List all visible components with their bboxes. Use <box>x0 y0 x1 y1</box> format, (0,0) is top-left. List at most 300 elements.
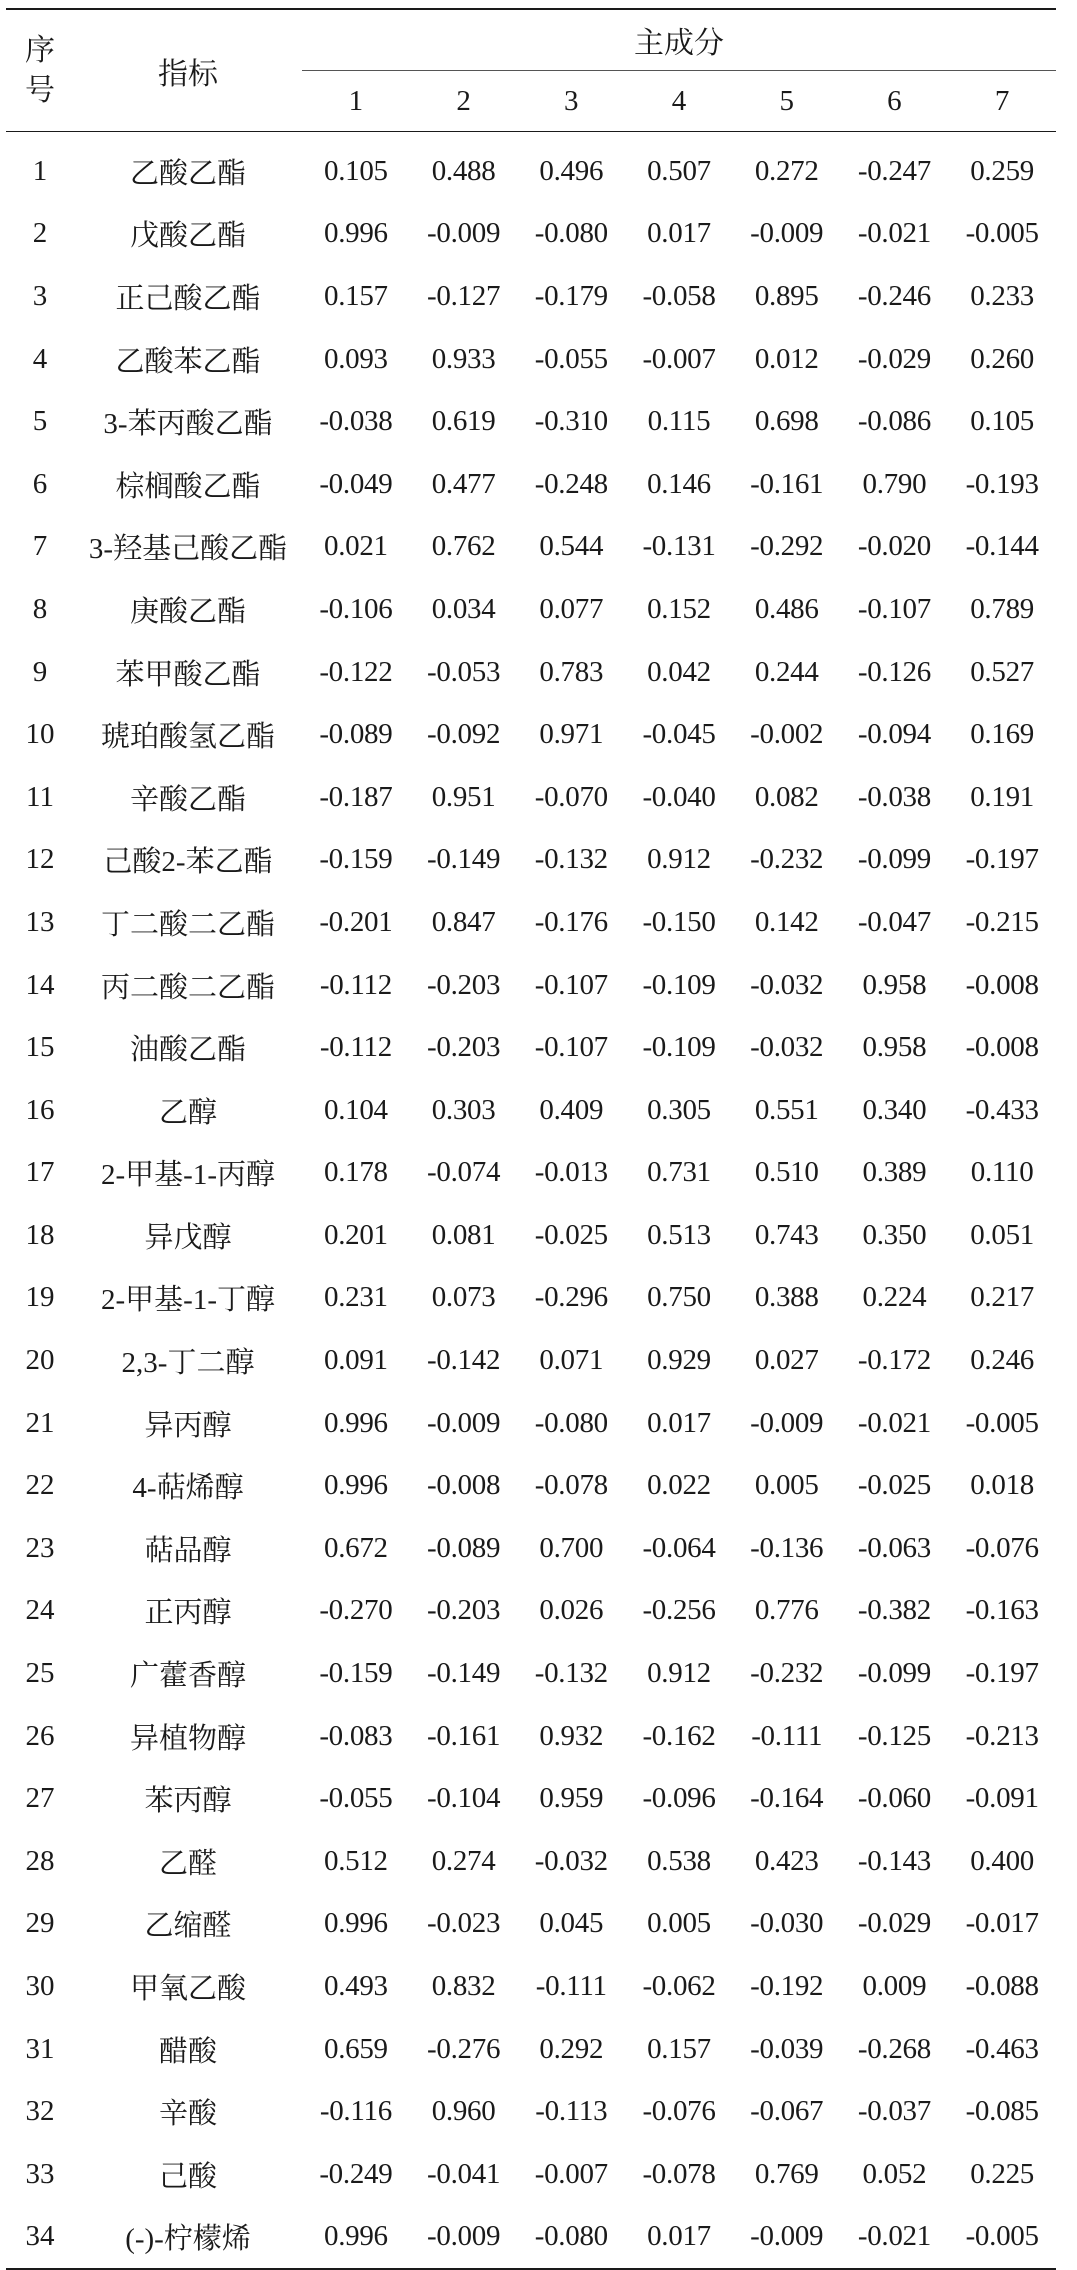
loading-value-pc4: 0.017 <box>647 1406 711 1439</box>
loading-value-pc3: -0.080 <box>517 2206 625 2270</box>
loading-value-pc1: 0.996 <box>324 1469 388 1502</box>
loading-value-pc1: 0.178 <box>324 1156 388 1189</box>
loading-value-pc1: 0.093 <box>324 342 388 375</box>
loading-value-pc7: -0.197 <box>965 1657 1039 1690</box>
loading-value-pc4: -0.078 <box>642 2157 716 2190</box>
loading-value-pc7: -0.005 <box>965 217 1039 250</box>
component-header-4: 4 <box>625 71 733 132</box>
row-index: 18 <box>25 1218 55 1251</box>
table-row <box>6 1830 1056 1893</box>
loading-value-pc4: -0.256 <box>642 1594 716 1627</box>
loading-value-pc1: 0.201 <box>324 1218 388 1251</box>
loading-value-pc1: -0.270 <box>319 1594 393 1627</box>
loading-value-pc1: 0.996 <box>302 2206 410 2270</box>
loading-value-pc7: 0.110 <box>970 1156 1034 1189</box>
row-index: 13 <box>25 905 55 938</box>
loading-value-pc2: 0.933 <box>431 342 496 375</box>
loading-value-pc3: -0.007 <box>534 2157 608 2190</box>
loading-value-pc2: -0.089 <box>427 1531 501 1564</box>
principal-component-loading-table <box>6 8 1056 2270</box>
table-row <box>6 954 1056 1017</box>
loading-value-pc4: -0.007 <box>642 342 716 375</box>
loading-value-pc1: 0.105 <box>324 154 388 187</box>
loading-value-pc5: -0.032 <box>750 1031 824 1064</box>
row-index: 34 <box>6 2206 74 2270</box>
loading-value-pc1: -0.055 <box>319 1782 393 1815</box>
table-row <box>6 132 1056 203</box>
indicator-name: 萜品醇 <box>144 1534 232 1567</box>
loading-value-pc6: -0.021 <box>857 1406 931 1439</box>
loading-value-pc5: 0.027 <box>754 1344 819 1377</box>
loading-value-pc2: -0.203 <box>427 1031 501 1064</box>
table-row <box>6 891 1056 954</box>
loading-value-pc2: 0.303 <box>431 1093 496 1126</box>
indicator-name: 己酸2-苯乙酯 <box>103 846 273 879</box>
table-row <box>6 829 1056 892</box>
indicator-name: 正己酸乙酯 <box>115 282 261 315</box>
loading-value-pc2: -0.008 <box>427 1469 501 1502</box>
table-row <box>6 390 1056 453</box>
indicator-name: 戊酸乙酯 <box>130 220 247 253</box>
loading-value-pc5: 0.388 <box>754 1281 819 1314</box>
loading-value-pc5: 0.423 <box>754 1844 819 1877</box>
loading-value-pc1: 0.493 <box>324 1970 388 2003</box>
table-header <box>6 9 1056 132</box>
loading-value-pc4: 0.022 <box>647 1469 711 1502</box>
row-index: 32 <box>25 2095 55 2128</box>
loading-value-pc5: 0.895 <box>754 279 819 312</box>
loading-value-pc1: 0.157 <box>324 279 388 312</box>
loading-value-pc6: -0.021 <box>857 217 931 250</box>
loading-value-pc7: 0.400 <box>970 1844 1034 1877</box>
row-index: 4 <box>32 342 48 375</box>
loading-value-pc3: 0.071 <box>539 1344 604 1377</box>
table-row <box>6 2018 1056 2081</box>
loading-value-pc7: 0.233 <box>970 279 1034 312</box>
loading-value-pc1: -0.089 <box>319 718 393 751</box>
loading-value-pc2: 0.477 <box>431 467 496 500</box>
row-index: 5 <box>32 405 48 438</box>
loading-value-pc7: 0.051 <box>970 1218 1034 1251</box>
loading-value-pc3: -0.113 <box>535 2095 608 2128</box>
loading-value-pc1: -0.116 <box>319 2095 392 2128</box>
loading-value-pc6: -0.063 <box>857 1531 931 1564</box>
row-index: 14 <box>25 968 55 1001</box>
loading-value-pc3: -0.248 <box>534 467 608 500</box>
indicator-name: 庚酸乙酯 <box>130 595 247 628</box>
loading-value-pc7: -0.197 <box>965 843 1039 876</box>
loading-value-pc6: -0.172 <box>857 1344 931 1377</box>
loading-value-pc1: -0.201 <box>319 905 393 938</box>
loading-value-pc5: -0.039 <box>750 2032 824 2065</box>
loading-value-pc6: -0.094 <box>857 718 931 751</box>
loading-value-pc2: 0.274 <box>431 1844 496 1877</box>
loading-value-pc4: 0.912 <box>647 843 711 876</box>
loading-value-pc1: -0.112 <box>319 1031 392 1064</box>
loading-value-pc5: 0.244 <box>754 655 819 688</box>
loading-value-pc7: -0.144 <box>965 530 1039 563</box>
indicator-name: 异戊醇 <box>144 1221 232 1254</box>
loading-value-pc3: -0.080 <box>534 217 608 250</box>
loading-value-pc3: -0.107 <box>534 968 608 1001</box>
row-index: 11 <box>26 780 54 813</box>
loading-value-pc4: 0.005 <box>647 1907 711 1940</box>
row-index: 1 <box>32 154 48 187</box>
indicator-name: 乙酸乙酯 <box>130 157 247 190</box>
indicator-name: 乙醛 <box>159 1847 218 1880</box>
indicator-name: 丁二酸二乙酯 <box>101 908 276 941</box>
indicator-name: 苯丙醇 <box>144 1785 232 1818</box>
table-row <box>6 703 1056 766</box>
loading-value-pc4: -0.150 <box>642 905 716 938</box>
indicator-name: 苯甲酸乙酯 <box>115 658 261 691</box>
loading-value-pc7: 0.105 <box>970 405 1034 438</box>
loading-value-pc5: 0.005 <box>754 1469 819 1502</box>
loading-value-pc4: 0.152 <box>647 592 711 625</box>
indicator-name: 正丙醇 <box>144 1597 232 1630</box>
loading-value-pc5: 0.142 <box>754 905 819 938</box>
loading-value-pc6: -0.047 <box>857 905 931 938</box>
indicator-name: 棕榈酸乙酯 <box>115 470 261 503</box>
loading-value-pc5: -0.009 <box>733 2206 841 2270</box>
loading-value-pc6: 0.389 <box>862 1156 927 1189</box>
table-row <box>6 1893 1056 1956</box>
loading-value-pc3: -0.070 <box>534 780 608 813</box>
loading-value-pc2: 0.488 <box>431 154 496 187</box>
loading-value-pc6: -0.125 <box>857 1719 931 1752</box>
loading-value-pc4: 0.146 <box>647 467 711 500</box>
loading-value-pc6: 0.790 <box>862 467 927 500</box>
loading-value-pc4: -0.162 <box>642 1719 716 1752</box>
loading-value-pc3: -0.176 <box>534 905 608 938</box>
loading-value-pc7: 0.018 <box>970 1469 1034 1502</box>
row-index: 12 <box>25 843 55 876</box>
loading-value-pc5: 0.012 <box>754 342 819 375</box>
loading-value-pc3: -0.080 <box>534 1406 608 1439</box>
indicator-column-header: 指标 <box>74 9 302 132</box>
loading-value-pc5: 0.486 <box>754 592 819 625</box>
loading-value-pc7: -0.213 <box>965 1719 1039 1752</box>
loading-value-pc3: -0.013 <box>534 1156 608 1189</box>
loading-value-pc3: -0.107 <box>534 1031 608 1064</box>
loading-value-pc7: -0.463 <box>965 2032 1039 2065</box>
loading-value-pc2: -0.276 <box>427 2032 501 2065</box>
loading-value-pc6: -0.246 <box>857 279 931 312</box>
indicator-name: 己酸 <box>159 2160 218 2193</box>
loading-value-pc7: -0.076 <box>965 1531 1039 1564</box>
loading-value-pc4: -0.109 <box>642 968 716 1001</box>
loading-value-pc5: 0.272 <box>754 154 819 187</box>
loading-value-pc5: 0.776 <box>754 1594 819 1627</box>
row-index: 3 <box>32 279 48 312</box>
loading-value-pc2: 0.081 <box>431 1218 496 1251</box>
row-index: 28 <box>25 1844 55 1877</box>
loading-value-pc5: -0.067 <box>750 2095 824 2128</box>
indicator-name: 乙缩醛 <box>144 1910 232 1943</box>
row-index: 22 <box>25 1469 55 1502</box>
loading-value-pc4: -0.045 <box>642 718 716 751</box>
loading-value-pc1: -0.187 <box>319 780 393 813</box>
loading-value-pc3: 0.971 <box>539 718 604 751</box>
table-row <box>6 1204 1056 1267</box>
loading-value-pc1: -0.122 <box>319 655 393 688</box>
table-row <box>6 1079 1056 1142</box>
loading-value-pc2: 0.960 <box>431 2095 496 2128</box>
loading-value-pc1: 0.021 <box>324 530 388 563</box>
loading-value-pc3: -0.296 <box>534 1281 608 1314</box>
table-row <box>6 1642 1056 1705</box>
loading-value-pc2: 0.762 <box>431 530 496 563</box>
component-header-5: 5 <box>733 71 841 132</box>
loading-value-pc2: -0.041 <box>427 2157 501 2190</box>
row-index: 21 <box>25 1406 55 1439</box>
table-row <box>6 265 1056 328</box>
loading-value-pc2: -0.104 <box>427 1782 501 1815</box>
table-row <box>6 1454 1056 1517</box>
loading-value-pc3: -0.025 <box>534 1218 608 1251</box>
loading-value-pc3: 0.077 <box>539 592 604 625</box>
loading-value-pc3: 0.959 <box>539 1782 604 1815</box>
loading-value-pc6: 0.350 <box>862 1218 927 1251</box>
loading-value-pc3: 0.700 <box>539 1531 604 1564</box>
loading-value-pc7: 0.246 <box>970 1344 1034 1377</box>
loading-value-pc4: 0.115 <box>647 405 711 438</box>
loading-value-pc6: -0.020 <box>857 530 931 563</box>
loading-value-pc1: 0.996 <box>324 1907 388 1940</box>
loading-value-pc2: -0.127 <box>427 279 501 312</box>
loading-value-pc5: 0.551 <box>754 1093 819 1126</box>
component-header-6: 6 <box>841 71 949 132</box>
indicator-name: 广藿香醇 <box>130 1660 247 1693</box>
indicator-name: 丙二酸二乙酯 <box>101 971 276 1004</box>
loading-value-pc6: 0.224 <box>862 1281 927 1314</box>
loading-value-pc7: 0.191 <box>970 780 1034 813</box>
loading-value-pc7: 0.225 <box>970 2157 1034 2190</box>
loading-value-pc1: 0.996 <box>324 1406 388 1439</box>
loading-value-pc5: -0.111 <box>751 1719 823 1752</box>
table-row <box>6 1392 1056 1455</box>
loading-value-pc5: -0.161 <box>750 467 824 500</box>
indicator-name: 油酸乙酯 <box>130 1034 247 1067</box>
loading-value-pc3: 0.783 <box>539 655 604 688</box>
loading-value-pc4: -0.096 <box>642 1782 716 1815</box>
loading-value-pc6: -0.021 <box>841 2206 949 2270</box>
indicator-name: 异植物醇 <box>130 1722 247 1755</box>
loading-value-pc6: -0.099 <box>857 1657 931 1690</box>
loading-value-pc5: -0.030 <box>750 1907 824 1940</box>
loading-value-pc1: -0.159 <box>319 1657 393 1690</box>
loading-value-pc6: -0.099 <box>857 843 931 876</box>
loading-value-pc6: 0.958 <box>862 1031 927 1064</box>
loading-value-pc2: -0.092 <box>427 718 501 751</box>
loading-value-pc4: 0.513 <box>647 1218 711 1251</box>
component-header-7: 7 <box>948 71 1056 132</box>
table-row <box>6 2143 1056 2206</box>
loading-value-pc4: 0.157 <box>647 2032 711 2065</box>
indicator-name: 4-萜烯醇 <box>132 1472 244 1505</box>
loading-value-pc6: -0.382 <box>857 1594 931 1627</box>
table-row <box>6 1767 1056 1830</box>
indicator-name: 甲氧乙酸 <box>130 1973 247 2006</box>
loading-value-pc6: -0.037 <box>857 2095 931 2128</box>
loading-value-pc6: -0.025 <box>857 1469 931 1502</box>
row-index: 16 <box>25 1093 55 1126</box>
index-header-text: 序号 <box>25 33 55 107</box>
table-row <box>6 1329 1056 1392</box>
row-index: 26 <box>25 1719 55 1752</box>
loading-value-pc7: 0.169 <box>970 718 1034 751</box>
loading-value-pc3: 0.026 <box>539 1594 604 1627</box>
loading-value-pc7: 0.260 <box>970 342 1034 375</box>
loading-value-pc1: -0.159 <box>319 843 393 876</box>
loading-value-pc2: -0.009 <box>410 2206 518 2270</box>
loading-value-pc7: -0.008 <box>965 1031 1039 1064</box>
loading-value-pc4: 0.042 <box>647 655 711 688</box>
loading-value-pc7: 0.789 <box>970 592 1034 625</box>
loading-value-pc7: -0.215 <box>965 905 1039 938</box>
loading-value-pc4: 0.538 <box>647 1844 711 1877</box>
loading-value-pc2: -0.149 <box>427 843 501 876</box>
table-row <box>6 203 1056 266</box>
loading-value-pc2: 0.847 <box>431 905 496 938</box>
loading-value-pc4: 0.017 <box>625 2206 733 2270</box>
loading-value-pc1: 0.104 <box>324 1093 388 1126</box>
table-row <box>6 453 1056 516</box>
loading-value-pc4: 0.507 <box>647 154 711 187</box>
row-index: 2 <box>32 217 48 250</box>
indicator-name: 醋酸 <box>159 2035 218 2068</box>
loading-value-pc3: -0.310 <box>534 405 608 438</box>
loading-value-pc3: -0.132 <box>534 1657 608 1690</box>
loading-value-pc5: 0.082 <box>754 780 819 813</box>
indicator-name: 辛酸乙酯 <box>130 783 247 816</box>
loading-value-pc3: 0.496 <box>539 154 604 187</box>
loading-value-pc5: -0.032 <box>750 968 824 1001</box>
loading-value-pc2: -0.074 <box>427 1156 501 1189</box>
loading-value-pc5: 0.510 <box>754 1156 819 1189</box>
loading-value-pc6: -0.126 <box>857 655 931 688</box>
loading-value-pc5: -0.009 <box>750 217 824 250</box>
loading-value-pc5: -0.164 <box>750 1782 824 1815</box>
loading-value-pc3: -0.055 <box>534 342 608 375</box>
loading-value-pc1: 0.996 <box>324 217 388 250</box>
loading-value-pc1: -0.038 <box>319 405 393 438</box>
row-index: 6 <box>32 467 48 500</box>
row-index: 33 <box>25 2157 55 2190</box>
loading-value-pc4: -0.040 <box>642 780 716 813</box>
loading-value-pc3: 0.045 <box>539 1907 604 1940</box>
loading-value-pc4: -0.131 <box>642 530 716 563</box>
index-column-header <box>6 9 74 132</box>
loading-value-pc2: -0.009 <box>427 217 501 250</box>
loading-value-pc3: 0.932 <box>539 1719 604 1752</box>
loading-value-pc5: -0.136 <box>750 1531 824 1564</box>
loading-value-pc1: 0.091 <box>324 1344 388 1377</box>
row-index: 20 <box>25 1344 55 1377</box>
row-index: 29 <box>25 1907 55 1940</box>
indicator-name: 3-苯丙酸乙酯 <box>103 408 273 441</box>
loading-value-pc2: -0.142 <box>427 1344 501 1377</box>
row-index: 27 <box>25 1782 55 1815</box>
loading-value-pc4: -0.062 <box>642 1970 716 2003</box>
table-row <box>6 1955 1056 2018</box>
loading-value-pc7: 0.217 <box>970 1281 1034 1314</box>
row-index: 24 <box>25 1594 55 1627</box>
loading-value-pc1: 0.512 <box>324 1844 388 1877</box>
loading-value-pc2: 0.832 <box>431 1970 496 2003</box>
loading-value-pc6: 0.052 <box>862 2157 927 2190</box>
loading-value-pc6: -0.029 <box>857 342 931 375</box>
row-index: 9 <box>32 655 48 688</box>
loading-value-pc7: -0.085 <box>965 2095 1039 2128</box>
loading-value-pc5: 0.698 <box>754 405 819 438</box>
loading-value-pc2: -0.053 <box>427 655 501 688</box>
loading-value-pc5: -0.192 <box>750 1970 824 2003</box>
row-index: 30 <box>25 1970 55 2003</box>
loading-value-pc5: -0.002 <box>750 718 824 751</box>
indicator-name: (-)-柠檬烯 <box>74 2206 302 2270</box>
row-index: 25 <box>25 1657 55 1690</box>
row-index: 19 <box>25 1281 55 1314</box>
loading-value-pc5: 0.769 <box>754 2157 819 2190</box>
row-index: 10 <box>25 718 55 751</box>
loading-value-pc5: -0.232 <box>750 1657 824 1690</box>
loading-value-pc1: -0.249 <box>319 2157 393 2190</box>
indicator-name: 异丙醇 <box>144 1409 232 1442</box>
loading-value-pc1: 0.672 <box>324 1531 388 1564</box>
table-row <box>6 766 1056 829</box>
loading-value-pc5: 0.743 <box>754 1218 819 1251</box>
loading-value-pc3: -0.132 <box>534 843 608 876</box>
loading-value-pc7: 0.527 <box>970 655 1034 688</box>
table-row <box>6 1580 1056 1643</box>
row-index: 17 <box>25 1156 55 1189</box>
table-body <box>6 132 1056 2270</box>
loading-value-pc2: -0.161 <box>427 1719 501 1752</box>
loading-value-pc7: -0.433 <box>965 1093 1039 1126</box>
table-row <box>6 641 1056 704</box>
indicator-name: 3-羟基己酸乙酯 <box>88 533 288 566</box>
loading-value-pc6: -0.247 <box>857 154 931 187</box>
loading-value-pc3: 0.409 <box>539 1093 604 1126</box>
loading-value-pc6: 0.009 <box>862 1970 927 2003</box>
loading-value-pc7: 0.259 <box>970 154 1034 187</box>
loading-value-pc2: 0.073 <box>431 1281 496 1314</box>
loading-value-pc4: -0.058 <box>642 279 716 312</box>
loading-value-pc2: -0.023 <box>427 1907 501 1940</box>
loading-value-pc1: -0.049 <box>319 467 393 500</box>
table-row <box>6 1142 1056 1205</box>
loading-value-pc1: 0.231 <box>324 1281 388 1314</box>
indicator-name: 2-甲基-1-丙醇 <box>101 1159 275 1192</box>
loading-value-pc7: -0.088 <box>965 1970 1039 2003</box>
component-header-1: 1 <box>302 71 410 132</box>
component-header-3: 3 <box>517 71 625 132</box>
loading-value-pc2: -0.149 <box>427 1657 501 1690</box>
loading-value-pc4: 0.017 <box>647 217 711 250</box>
loading-value-pc4: 0.912 <box>647 1657 711 1690</box>
loading-value-pc2: 0.951 <box>431 780 496 813</box>
loading-value-pc4: -0.076 <box>642 2095 716 2128</box>
component-header-2: 2 <box>410 71 518 132</box>
table-row <box>6 1016 1056 1079</box>
loading-value-pc7: -0.017 <box>965 1907 1039 1940</box>
table-row <box>6 1517 1056 1580</box>
loading-value-pc3: -0.078 <box>534 1469 608 1502</box>
loading-value-pc4: 0.305 <box>647 1093 711 1126</box>
loading-value-pc6: -0.268 <box>857 2032 931 2065</box>
loading-value-pc6: -0.060 <box>857 1782 931 1815</box>
